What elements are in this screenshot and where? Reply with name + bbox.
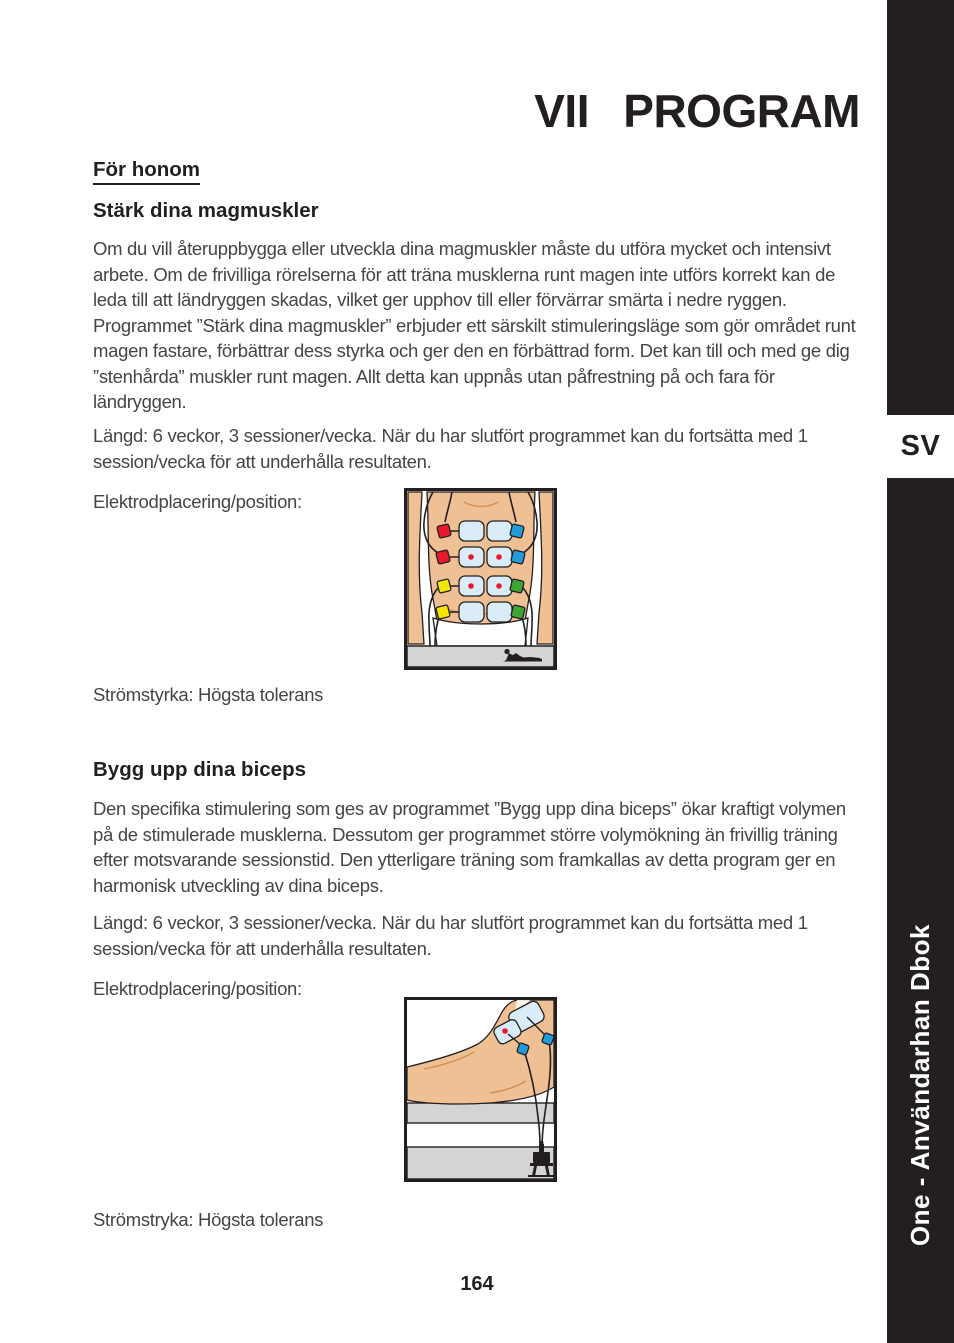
electrode-pad — [459, 521, 484, 541]
pad-dot — [468, 554, 474, 560]
biceps-figure — [404, 997, 557, 1187]
page-title: VII PROGRAM — [534, 85, 860, 137]
pad-dot — [468, 583, 474, 589]
abs-electrode-label: Elektrodplacering/position: — [93, 491, 302, 512]
electrode-pad — [459, 602, 484, 622]
biceps-intensity: Strömstryka: Högsta tolerans — [93, 1209, 324, 1230]
connector-yellow-icon — [436, 605, 451, 620]
connector-blue-icon — [511, 550, 526, 565]
biceps-electrode-placement-illustration — [404, 997, 557, 1182]
electrode-pad — [487, 521, 512, 541]
connector-green-icon — [511, 605, 526, 620]
connector-red-icon — [437, 524, 452, 539]
table-edge — [407, 1103, 554, 1123]
heading-biceps-program: Bygg upp dina biceps — [93, 758, 306, 781]
biceps-electrode-label: Elektrodplacering/position: — [93, 978, 302, 999]
abdomen-figure — [404, 488, 557, 675]
section-kicker: För honom — [93, 158, 200, 182]
pad-dot — [496, 583, 502, 589]
floor-band — [407, 646, 554, 667]
language-tab-label: SV — [900, 430, 941, 462]
connector-green-icon — [510, 579, 525, 594]
biceps-program-duration: Längd: 6 veckor, 3 sessioner/vecka. När du har slutfört programmet kan du fortsätta med 1 session/vecka för att underhålla resultaten. — [93, 912, 808, 959]
language-tab — [887, 415, 954, 478]
pad-dot — [502, 1028, 508, 1034]
electrode-pad — [487, 602, 512, 622]
abs-program-body: Om du vill återuppbygga eller utveckla dina magmuskler måste du utföra mycket och intensivt arbete. Om de frivilliga rörelserna för att träna musklerna runt magen inte utförs korrekt kan de leda till att ländryggen skadas, vilket ger upphov till eller förvärrar smärta i nedre ryggen. Programmet ”Stärk dina magmuskler” erbjuder ett särskilt stimuleringsläge som gör området runt magen fastare, förbättrar dess styrka och ger den en förbättrad form. Det kan till och med ge dig ”stenhårda” muskler runt magen. Allt detta kan uppnås utan påfrestning på och fara för ländryggen. — [93, 238, 856, 412]
heading-abs-program: Stärk dina magmuskler — [93, 199, 319, 222]
connector-blue-icon — [510, 524, 525, 539]
abdomen-electrode-placement-illustration — [404, 488, 557, 670]
abs-program-duration: Längd: 6 veckor, 3 sessioner/vecka. När du har slutfört programmet kan du fortsätta med 1 session/vecka för att underhålla resultaten. — [93, 425, 808, 472]
abs-intensity: Strömstyrka: Högsta tolerans — [93, 684, 324, 705]
biceps-program-body: Den specifika stimulering som ges av programmet ”Bygg upp dina biceps” ökar kraftigt volymen på de stimulerade musklerna. Dessutom ger programmet större volymökning än frivillig träning efter motsvarande sessionstid. Den ytterligare träning som framkallas av detta program ger en harmonisk utveckling av dina biceps. — [93, 798, 846, 896]
spine-title-text: One - Användarhan Dbok — [905, 923, 935, 1247]
pad-dot — [496, 554, 502, 560]
page-number: 164 — [460, 1273, 494, 1295]
spine-title — [887, 915, 954, 1255]
connector-yellow-icon — [437, 579, 452, 594]
connector-red-icon — [436, 550, 451, 565]
